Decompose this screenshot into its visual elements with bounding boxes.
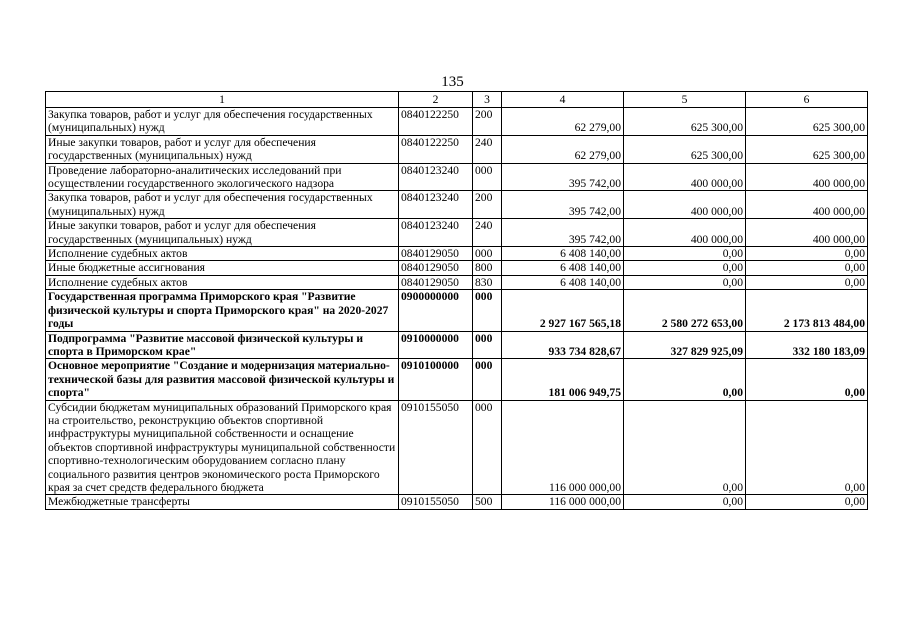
row-value-cell: 62 279,00 <box>502 135 624 163</box>
row-name-cell: Иные закупки товаров, работ и услуг для обеспечения государственных (муниципальных) нужд <box>46 135 399 163</box>
row-name-cell: Межбюджетные трансферты <box>46 495 399 509</box>
row-name-cell: Закупка товаров, работ и услуг для обеспечения государственных (муниципальных) нужд <box>46 108 399 136</box>
row-code-cell: 0840123240 <box>399 163 473 191</box>
row-value-cell: 0,00 <box>746 400 868 495</box>
row-value-cell: 0,00 <box>746 275 868 289</box>
row-value-cell: 6 408 140,00 <box>502 261 624 275</box>
table-row <box>46 290 868 331</box>
row-name-cell: Основное мероприятие "Создание и модернизация материально-технической базы для развития массовой физической культуры и спорта" <box>46 359 399 400</box>
table-row <box>46 331 868 359</box>
row-name-cell: Исполнение судебных актов <box>46 247 399 261</box>
row-type-cell: 000 <box>473 290 502 331</box>
row-code-cell: 0840123240 <box>399 191 473 219</box>
row-value-cell: 625 300,00 <box>746 108 868 136</box>
row-value-cell: 0,00 <box>624 495 746 509</box>
row-value-cell: 400 000,00 <box>624 191 746 219</box>
row-value-cell: 6 408 140,00 <box>502 247 624 261</box>
row-code-cell: 0910155050 <box>399 495 473 509</box>
row-name-cell: Субсидии бюджетам муниципальных образований Приморского края на строительство, реконструкцию объектов спортивной инфраструктуры муниципальной собственности и оснащение объектов спортивной инфраструктуры муниципальной собственности спортивно-технологическим оборудованием согласно плану социального развития центров экономического роста Приморского края за счет средств федерального бюджета <box>46 400 399 495</box>
row-value-cell: 400 000,00 <box>624 163 746 191</box>
table-row <box>46 247 868 261</box>
row-value-cell: 0,00 <box>746 359 868 400</box>
row-value-cell: 6 408 140,00 <box>502 275 624 289</box>
row-type-cell: 200 <box>473 108 502 136</box>
row-type-cell: 830 <box>473 275 502 289</box>
row-code-cell: 0840129050 <box>399 275 473 289</box>
row-code-cell: 0840122250 <box>399 108 473 136</box>
row-value-cell: 0,00 <box>624 275 746 289</box>
row-value-cell: 0,00 <box>624 359 746 400</box>
row-type-cell: 240 <box>473 219 502 247</box>
row-value-cell: 0,00 <box>746 495 868 509</box>
row-name-cell: Исполнение судебных актов <box>46 275 399 289</box>
row-type-cell: 000 <box>473 359 502 400</box>
row-value-cell: 116 000 000,00 <box>502 495 624 509</box>
row-value-cell: 0,00 <box>624 261 746 275</box>
table-row <box>46 400 868 495</box>
row-value-cell: 395 742,00 <box>502 191 624 219</box>
row-value-cell: 0,00 <box>624 400 746 495</box>
row-name-cell: Государственная программа Приморского края "Развитие физической культуры и спорта Приморского края" на 2020-2027 годы <box>46 290 399 331</box>
row-type-cell: 000 <box>473 163 502 191</box>
row-code-cell: 0840129050 <box>399 247 473 261</box>
row-value-cell: 400 000,00 <box>624 219 746 247</box>
row-value-cell: 181 006 949,75 <box>502 359 624 400</box>
table-row <box>46 163 868 191</box>
row-type-cell: 200 <box>473 191 502 219</box>
table-row <box>46 108 868 136</box>
row-type-cell: 800 <box>473 261 502 275</box>
table-row <box>46 275 868 289</box>
row-code-cell: 0900000000 <box>399 290 473 331</box>
row-value-cell: 327 829 925,09 <box>624 331 746 359</box>
row-value-cell: 933 734 828,67 <box>502 331 624 359</box>
row-name-cell: Закупка товаров, работ и услуг для обеспечения государственных (муниципальных) нужд <box>46 191 399 219</box>
table-header-row <box>46 92 868 108</box>
row-code-cell: 0910000000 <box>399 331 473 359</box>
row-name-cell: Проведение лабораторно-аналитических исследований при осуществлении государственного экологического надзора <box>46 163 399 191</box>
header-cell: 4 <box>502 92 624 108</box>
table-body <box>46 108 868 510</box>
header-cell: 5 <box>624 92 746 108</box>
row-type-cell: 240 <box>473 135 502 163</box>
table-row <box>46 191 868 219</box>
row-type-cell: 000 <box>473 247 502 261</box>
row-name-cell: Иные закупки товаров, работ и услуг для обеспечения государственных (муниципальных) нужд <box>46 219 399 247</box>
row-value-cell: 625 300,00 <box>624 135 746 163</box>
row-code-cell: 0840122250 <box>399 135 473 163</box>
row-value-cell: 395 742,00 <box>502 163 624 191</box>
budget-table <box>45 91 868 510</box>
table-row <box>46 219 868 247</box>
page-number: 135 <box>441 74 464 90</box>
row-value-cell: 0,00 <box>746 247 868 261</box>
row-name-cell: Иные бюджетные ассигнования <box>46 261 399 275</box>
row-value-cell: 400 000,00 <box>746 219 868 247</box>
row-type-cell: 500 <box>473 495 502 509</box>
table-row <box>46 495 868 509</box>
row-value-cell: 2 927 167 565,18 <box>502 290 624 331</box>
row-code-cell: 0910155050 <box>399 400 473 495</box>
header-cell: 3 <box>473 92 502 108</box>
row-name-cell: Подпрограмма "Развитие массовой физической культуры и спорта в Приморском крае" <box>46 331 399 359</box>
row-code-cell: 0910100000 <box>399 359 473 400</box>
row-value-cell: 116 000 000,00 <box>502 400 624 495</box>
row-value-cell: 2 173 813 484,00 <box>746 290 868 331</box>
table-row <box>46 359 868 400</box>
row-value-cell: 400 000,00 <box>746 163 868 191</box>
row-value-cell: 62 279,00 <box>502 108 624 136</box>
table-row <box>46 135 868 163</box>
row-type-cell: 000 <box>473 400 502 495</box>
row-value-cell: 0,00 <box>746 261 868 275</box>
row-code-cell: 0840123240 <box>399 219 473 247</box>
row-code-cell: 0840129050 <box>399 261 473 275</box>
row-value-cell: 0,00 <box>624 247 746 261</box>
header-cell: 1 <box>46 92 399 108</box>
row-value-cell: 332 180 183,09 <box>746 331 868 359</box>
row-type-cell: 000 <box>473 331 502 359</box>
table-row <box>46 261 868 275</box>
header-cell: 6 <box>746 92 868 108</box>
row-value-cell: 2 580 272 653,00 <box>624 290 746 331</box>
header-cell: 2 <box>399 92 473 108</box>
row-value-cell: 625 300,00 <box>746 135 868 163</box>
row-value-cell: 400 000,00 <box>746 191 868 219</box>
row-value-cell: 625 300,00 <box>624 108 746 136</box>
row-value-cell: 395 742,00 <box>502 219 624 247</box>
